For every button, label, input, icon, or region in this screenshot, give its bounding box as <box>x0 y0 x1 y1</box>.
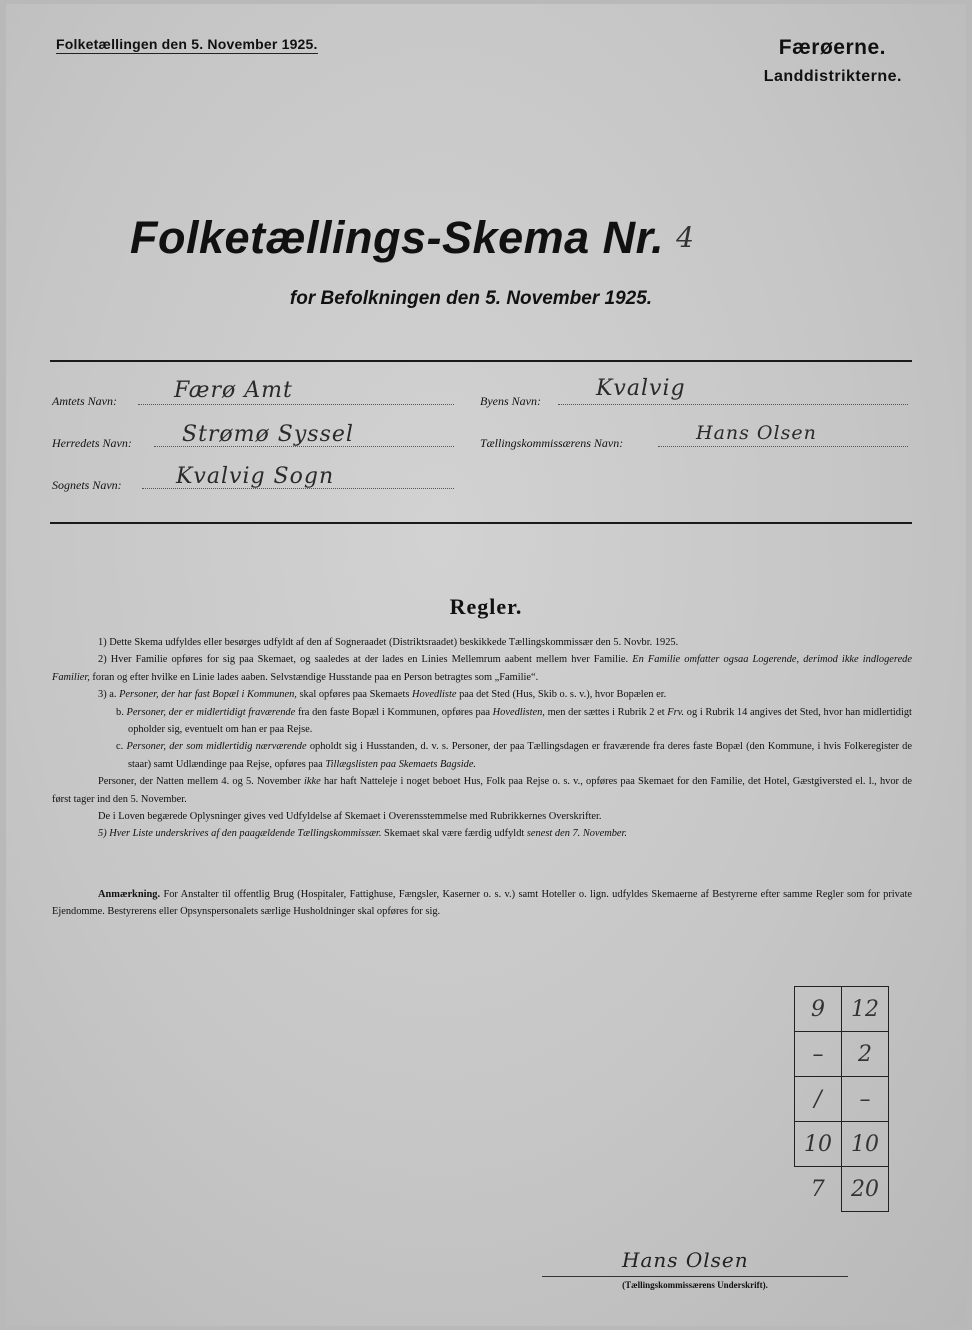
tally-table <box>794 986 889 1212</box>
rule-3d-end: har haft Natteleje i noget beboet Hus, Folk paa Rejse o. s. v., opføres paa Skemaet for den Familie, det Hotel, Gæstgiversted el. l., hvor de først tager ind den 5. November. <box>52 776 913 805</box>
kommissaer-label: Tællingskommissærens Navn: <box>480 436 624 450</box>
rules-heading: Regler. <box>449 594 523 619</box>
rules-text <box>52 634 912 843</box>
kommissaer-value: Hans Olsen <box>696 422 817 444</box>
tally-row <box>795 1167 889 1212</box>
tally-cell: / <box>795 1077 842 1122</box>
bottom-rule <box>50 522 912 524</box>
rule-3a <box>52 686 912 703</box>
form-number-handwritten: 4 <box>676 221 695 254</box>
herred-value: Strømø Syssel <box>182 422 354 447</box>
tally-cell: 12 <box>842 987 889 1032</box>
byens-fill-line <box>558 404 908 405</box>
tally-cell: 20 <box>842 1167 889 1212</box>
form-subtitle-text: for Befolkningen den 5. November 1925. <box>289 288 653 309</box>
top-rule <box>50 360 912 362</box>
byens-value: Kvalvig <box>596 376 686 401</box>
tally-cell: 10 <box>795 1122 842 1167</box>
rule-5-em: 5) Hver Liste underskrives af den paagældende Tællingskommissær. <box>98 828 382 840</box>
signature-caption: (Tællingskommissærens Underskrift). <box>622 1280 768 1290</box>
rule-3b-text: fra den faste Bopæl i Kommunen, opføres paa <box>297 706 490 718</box>
header-district: Landdistrikterne. <box>763 68 902 85</box>
rule-3a-end: paa det Sted (Hus, Skib o. s. v.), hvor Bopælen er. <box>459 689 667 701</box>
amt-label: Amtets Navn: <box>52 394 117 408</box>
rule-2-text-end: foran og efter hvilke en Linie lades aaben. Selvstændige Husstande paa en Person betragtes som „Familie“. <box>92 671 539 683</box>
rule-3a-em: Personer, der har fast Bopæl i Kommunen, <box>119 689 297 701</box>
tally-row <box>795 1122 889 1167</box>
signature-line <box>542 1276 848 1277</box>
rule-2-emphasis: En Familie omfatter ogsaa Logerende, derimod ikke indlogerede Familier, <box>52 654 912 683</box>
tally-cell: 2 <box>842 1032 889 1077</box>
header-census-date: Folketællingen den 5. November 1925. <box>56 36 318 52</box>
tally-cell: – <box>795 1032 842 1077</box>
anmaerkning-text: For Anstalter til offentlig Brug (Hospitaler, Fattighuse, Fængsler, Kaserner o. s. v.) samt Hoteller o. lign. udfyldes Skemaerne af Bestyrerne efter samme Regler som for private Ejendomme. Bestyrerens eller Opsynspersonalets særlige Husholdninger skal opføres for sig. <box>52 889 912 918</box>
form-title-text: Folketællings-Skema Nr. <box>130 212 665 263</box>
tally-cell: 7 <box>810 1176 825 1202</box>
rule-3b-end: og i Rubrik 14 angives det Sted, hvor han midlertidigt opholder sig, eventuelt om han er paa Rejse. <box>128 706 912 736</box>
rule-3b-num: b. <box>116 706 124 718</box>
rule-3d-em: ikke <box>304 776 321 788</box>
rule-3b-em: Personer, der er midlertidigt fraværende <box>126 706 296 718</box>
rule-3d <box>52 773 912 808</box>
rule-3c-em2: Tillægslisten paa Skemaets Bagside. <box>325 758 477 770</box>
census-form-page <box>6 4 966 1326</box>
amt-value: Færø Amt <box>174 378 293 403</box>
rule-5-em2: senest den 7. November. <box>526 828 628 840</box>
amt-fill-line <box>138 404 454 405</box>
form-title <box>130 212 695 264</box>
tally-row <box>795 1077 889 1122</box>
tally-row <box>795 987 889 1032</box>
rule-3c-text: opholdt sig i Husstanden, d. v. s. Personer, der paa Tællingsdagen er fraværende fra deres faste Bopæl (den Kommune, i hvis Folkeregister de staar) samt Udlændinge paa Rejse, opføres paa <box>128 741 912 770</box>
header-region: Færøerne. <box>778 36 886 59</box>
tally-row <box>795 1032 889 1077</box>
rule-3a-num: 3) a. <box>98 689 117 701</box>
rule-5-text: Skemaet skal være færdig udfyldt <box>384 828 525 840</box>
rule-3c <box>52 738 912 773</box>
tally-cell: 10 <box>842 1122 889 1167</box>
rule-3b-text2: men der sættes i Rubrik 2 et <box>547 706 665 718</box>
anmaerkning-label: Anmærkning. <box>98 889 161 900</box>
tally-cell: – <box>842 1077 889 1122</box>
rule-1: 1) Dette Skema udfyldes eller besørges udfyldt af den af Sogneraadet (Distriktsraadet) beskikkede Tællingskommissær den 5. Novbr. 1925. <box>98 637 679 648</box>
tally-cell: 9 <box>795 987 842 1032</box>
rule-4: De i Loven begærede Oplysninger gives ved Udfyldelse af Skemaet i Overensstemmelse med Rubrikkernes Overskrifter. <box>98 811 602 823</box>
rule-3a-em2: Hovedliste <box>412 689 457 701</box>
rule-3c-num: c. <box>116 741 124 753</box>
rule-3c-em: Personer, der som midlertidig nærværende <box>126 741 307 753</box>
herred-label: Herredets Navn: <box>52 436 132 450</box>
byens-label: Byens Navn: <box>480 394 541 408</box>
rule-3b-em2: Hovedlisten, <box>492 706 545 718</box>
rule-3b-em3: Frv. <box>667 706 685 718</box>
rule-3b <box>52 704 912 739</box>
sogn-value: Kvalvig Sogn <box>176 464 335 489</box>
sogn-label: Sognets Navn: <box>52 478 122 492</box>
kommissaer-fill-line <box>658 446 908 447</box>
anmaerkning-note <box>52 886 912 921</box>
rule-5 <box>52 825 912 842</box>
form-subtitle <box>6 288 966 310</box>
rule-2 <box>52 651 912 686</box>
rule-3a-text: skal opføres paa Skemaets <box>299 689 410 701</box>
rule-2-text: 2) Hver Familie opføres for sig paa Skemaet, og saaledes at der lades en Linies Mellemrum aabent mellem hver Familie. <box>98 654 629 666</box>
rule-3d-text: Personer, der Natten mellem 4. og 5. November <box>98 776 301 788</box>
signature-handwritten: Hans Olsen <box>622 1248 749 1272</box>
